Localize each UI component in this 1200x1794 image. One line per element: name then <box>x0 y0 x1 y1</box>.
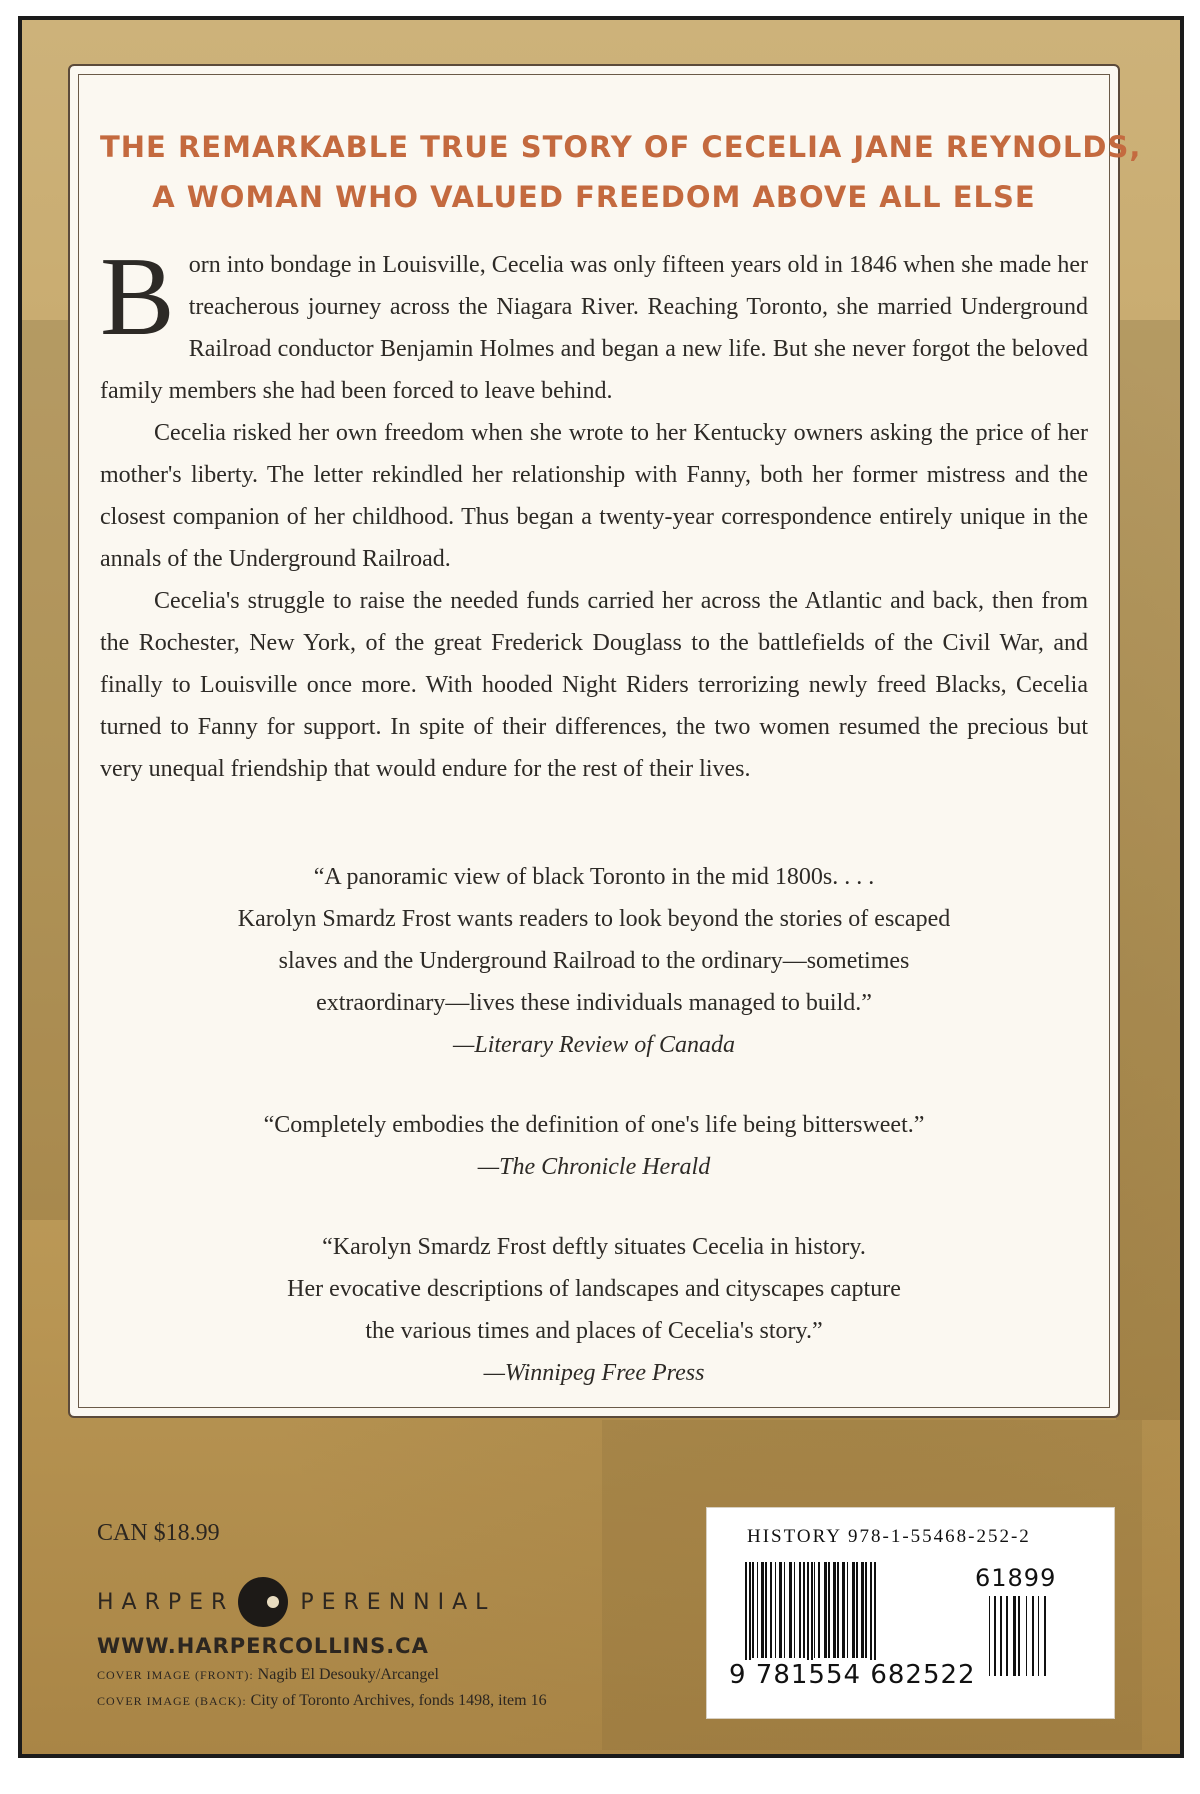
background-building <box>1116 320 1180 1420</box>
barcode-bar <box>779 1562 782 1658</box>
barcode-bar <box>770 1562 772 1658</box>
cover-credit-front <box>97 1666 439 1684</box>
barcode-bar <box>745 1562 747 1674</box>
review-quote <box>100 1104 1088 1188</box>
barcode-bar <box>775 1562 776 1658</box>
quote-line: Karolyn Smardz Frost wants readers to look beyond the stories of escaped <box>237 906 951 932</box>
quote-line: “A panoramic view of black Toronto in the mid 1800s. . . . <box>313 864 875 890</box>
barcode-bar <box>1026 1596 1027 1676</box>
price-code: 61899 <box>975 1564 1057 1592</box>
background-building <box>22 320 68 1220</box>
quote-line: “Karolyn Smardz Frost deftly situates Cecelia in history. <box>322 1234 866 1260</box>
synopsis <box>100 235 1088 790</box>
imprint-right: PERENNIAL <box>300 1589 496 1615</box>
barcode-bar <box>861 1562 864 1658</box>
barcode-bar <box>874 1562 876 1674</box>
barcode-bar <box>989 1596 990 1676</box>
isbn-label: HISTORY 978-1-55468-252-2 <box>747 1526 1031 1547</box>
barcode-bar <box>1038 1596 1039 1676</box>
barcode-bar <box>1000 1596 1002 1676</box>
barcode-bar <box>994 1596 996 1676</box>
barcode-bar <box>807 1562 809 1674</box>
headline-line-2: A WOMAN WHO VALUED FREEDOM ABOVE ALL ELSE <box>152 180 1036 214</box>
quote-attribution: —Winnipeg Free Press <box>483 1360 705 1386</box>
barcode-bar <box>828 1562 830 1658</box>
quote-line: Her evocative descriptions of landscapes and cityscapes capture <box>287 1276 901 1302</box>
barcode-bar <box>811 1562 813 1674</box>
imprint-left: HARPER <box>97 1589 235 1615</box>
paragraph-text: orn into bondage in Louisville, Cecelia was only fifteen years old in 1846 when she made her treacherous journey across the Niagara River. Reaching Toronto, she married Underground Railroad conductor Benjamin Holmes and began a new life. But she never forgot the beloved family members she had been forced to leave behind. <box>100 252 1088 404</box>
synopsis-paragraph-3: Cecelia's struggle to raise the needed funds carried her across the Atlantic and back, then from the Rochester, New York, of the great Frederick Douglass to the battlefields of the Civil War, and finally to Louisville once more. With hooded Night Riders terrorizing newly freed Blacks, Cecelia turned to Fanny for support. In spite of their differences, the two women resumed the precious but very unequal friendship that would endure for the rest of their lives. <box>100 588 1088 782</box>
barcode-bar <box>847 1562 848 1658</box>
credit-value: City of Toronto Archives, fonds 1498, item 16 <box>250 1692 547 1709</box>
review-quote <box>100 856 1088 1066</box>
quote-line: the various times and places of Cecelia's story.” <box>365 1318 823 1344</box>
barcode-bar <box>761 1562 764 1658</box>
publisher-imprint <box>97 1572 547 1632</box>
barcode-bar <box>1013 1596 1016 1676</box>
barcode-bar <box>749 1562 751 1674</box>
isbn-barcode <box>706 1507 1115 1719</box>
headline-line-1: THE REMARKABLE TRUE STORY OF CECELIA JANE REYNOLDS, <box>100 130 1142 164</box>
credit-label: COVER IMAGE (FRONT): <box>97 1668 254 1682</box>
price: CAN $18.99 <box>97 1520 220 1546</box>
credit-label: COVER IMAGE (BACK): <box>97 1694 247 1708</box>
description-panel <box>68 64 1142 1418</box>
credit-value: Nagib El Desouky/Arcangel <box>257 1666 439 1683</box>
barcode-bar <box>852 1562 855 1658</box>
quote-attribution: —Literary Review of Canada <box>453 1032 735 1058</box>
drop-cap: B <box>100 235 175 359</box>
barcode-bar <box>794 1562 795 1658</box>
barcode-bar <box>784 1562 785 1658</box>
barcode-bar <box>1032 1596 1034 1676</box>
barcode-bar <box>789 1562 792 1658</box>
quote-line: extraordinary—lives these individuals managed to build.” <box>316 990 872 1016</box>
barcode-bar <box>757 1562 758 1658</box>
book-back-cover <box>22 20 1180 1754</box>
barcode-bar <box>1044 1596 1046 1676</box>
barcode-bar <box>870 1562 872 1674</box>
barcode-bar <box>856 1562 858 1658</box>
barcode-bar <box>799 1562 801 1658</box>
barcode-bar <box>833 1562 836 1658</box>
barcode-bar <box>752 1562 754 1658</box>
cover-credit-back <box>97 1692 547 1710</box>
review-quote <box>100 1226 1088 1394</box>
publisher-website: WWW.HARPERCOLLINS.CA <box>97 1634 429 1658</box>
barcode-bar <box>842 1562 845 1658</box>
barcode-bar <box>865 1562 867 1658</box>
barcode-bar <box>1006 1596 1008 1676</box>
synopsis-paragraph-1 <box>100 235 1088 412</box>
barcode-bar <box>814 1562 815 1658</box>
synopsis-paragraph-2: Cecelia risked her own freedom when she wrote to her Kentucky owners asking the price of her mother's liberty. The letter rekindled her relationship with Fanny, both her former mistress and the closest companion of her childhood. Thus began a twenty-year correspondence entirely unique in the annals of the Underground Railroad. <box>100 420 1088 572</box>
barcode-bar <box>1018 1596 1020 1676</box>
barcode-bar <box>837 1562 839 1658</box>
barcode-bar <box>765 1562 767 1658</box>
headline <box>100 122 1142 222</box>
harper-perennial-logo-icon <box>238 1577 288 1627</box>
barcode-bar <box>818 1562 820 1658</box>
quote-attribution: —The Chronicle Herald <box>477 1154 711 1180</box>
quote-line: “Completely embodies the definition of one's life being bittersweet.” <box>263 1112 925 1138</box>
isbn-digits: 9 781554 682522 <box>729 1660 976 1690</box>
barcode-bar <box>803 1562 805 1658</box>
quote-line: slaves and the Underground Railroad to the ordinary—sometimes <box>278 948 910 974</box>
barcode-bar <box>824 1562 827 1658</box>
